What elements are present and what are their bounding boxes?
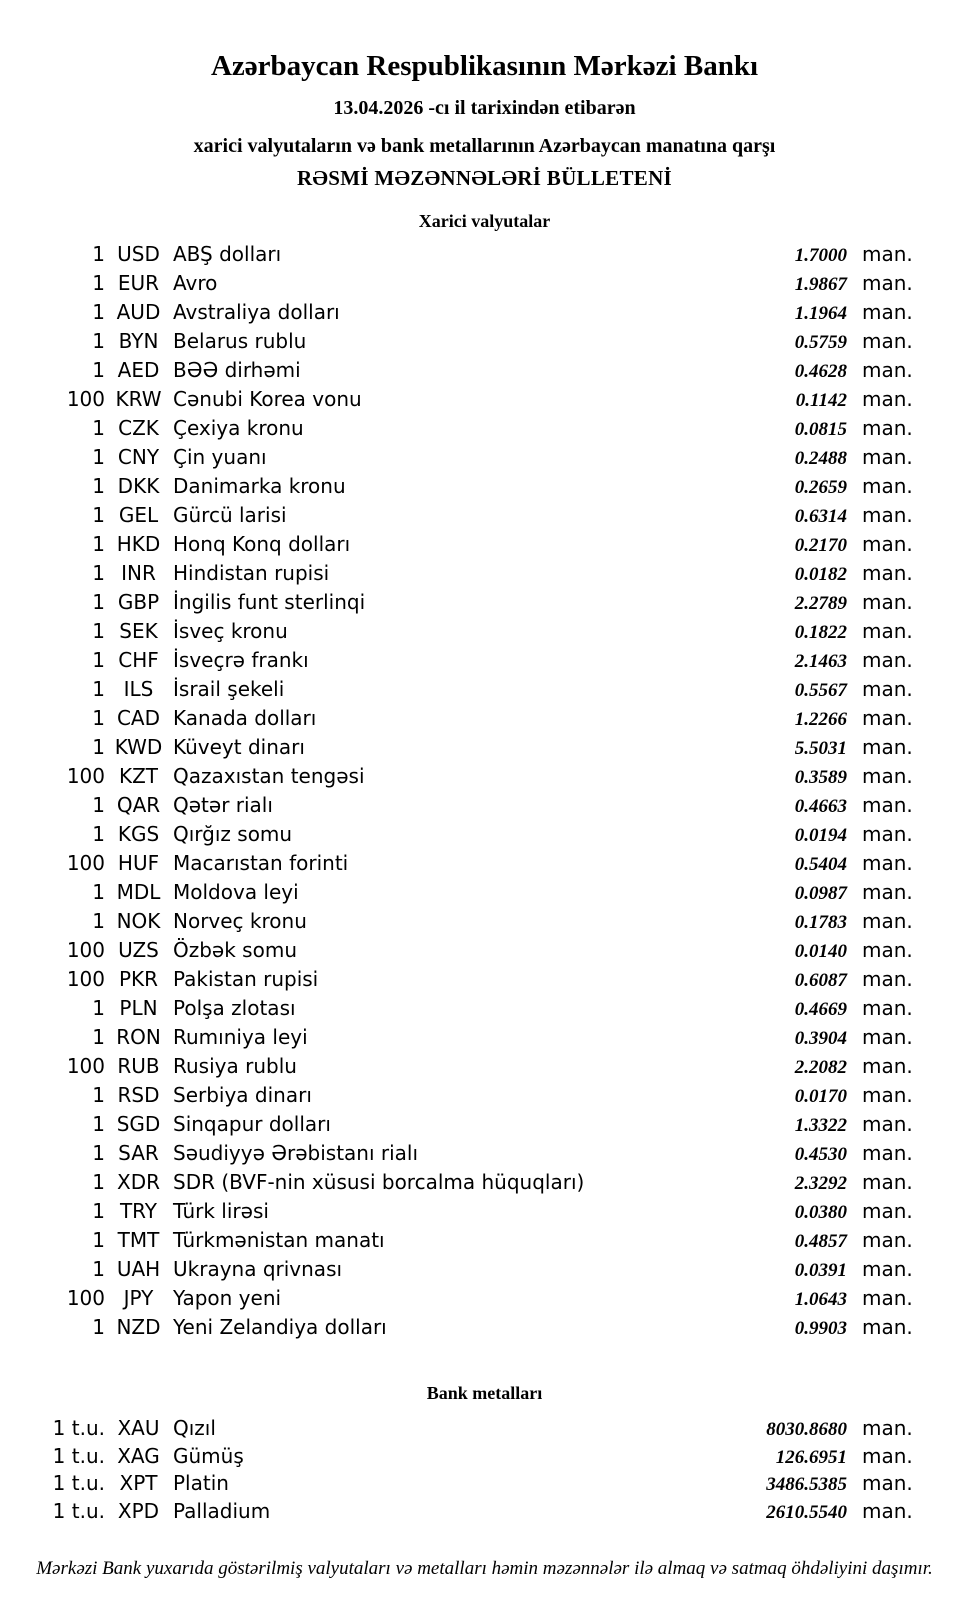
currency-unit-label: man. xyxy=(862,1112,913,1137)
currency-code: ILS xyxy=(123,677,154,702)
currency-name: İsveçrə frankı xyxy=(173,648,309,673)
currency-row xyxy=(0,501,969,530)
metal-unit-label: man. xyxy=(862,1416,913,1441)
currency-quantity: 1 xyxy=(92,532,105,557)
currency-code: TMT xyxy=(117,1228,160,1253)
metal-quantity: 1 t.u. xyxy=(52,1443,105,1468)
currency-rate: 0.4663 xyxy=(794,796,847,818)
currency-quantity: 1 xyxy=(92,1170,105,1195)
currency-rate: 0.2659 xyxy=(794,477,847,499)
currency-name: İsrail şekeli xyxy=(173,677,285,702)
currency-code: CAD xyxy=(116,706,161,731)
currency-row xyxy=(0,820,969,849)
metals-section-title: Bank metalları xyxy=(426,1383,543,1404)
currency-rate: 0.3589 xyxy=(794,767,847,789)
currency-name: Polşa zlotası xyxy=(173,996,296,1021)
currency-name: Danimarka kronu xyxy=(173,474,346,499)
currency-row xyxy=(0,907,969,936)
currency-unit-label: man. xyxy=(862,503,913,528)
currency-rate: 1.2266 xyxy=(794,709,847,731)
currency-name: Moldova leyi xyxy=(173,880,299,905)
currency-quantity: 1 xyxy=(92,706,105,731)
currency-quantity: 1 xyxy=(92,1141,105,1166)
currency-unit-label: man. xyxy=(862,474,913,499)
currency-code: SAR xyxy=(118,1141,159,1166)
currency-row xyxy=(0,1052,969,1081)
currency-rate: 1.7000 xyxy=(794,245,847,267)
currency-code: HKD xyxy=(116,532,161,557)
currency-unit-label: man. xyxy=(862,1025,913,1050)
currency-rate: 0.3904 xyxy=(794,1028,847,1050)
currency-code: UAH xyxy=(116,1257,161,1282)
currency-unit-label: man. xyxy=(862,387,913,412)
currency-code: XDR xyxy=(117,1170,160,1195)
metal-quantity: 1 t.u. xyxy=(52,1471,105,1496)
currency-quantity: 1 xyxy=(92,1257,105,1282)
currency-code: SEK xyxy=(119,619,158,644)
currency-quantity: 1 xyxy=(92,416,105,441)
currency-code: EUR xyxy=(117,271,160,296)
currency-rate: 0.6087 xyxy=(794,970,847,992)
currency-row xyxy=(0,356,969,385)
currency-row xyxy=(0,443,969,472)
currency-quantity: 100 xyxy=(66,967,105,992)
currency-code: DKK xyxy=(117,474,160,499)
currency-row xyxy=(0,936,969,965)
currency-row xyxy=(0,965,969,994)
currency-row xyxy=(0,878,969,907)
currency-quantity: 100 xyxy=(66,938,105,963)
currency-code: CNY xyxy=(117,445,160,470)
currency-rate: 0.0194 xyxy=(794,825,847,847)
currency-row xyxy=(0,530,969,559)
currency-code: BYN xyxy=(118,329,159,354)
currency-quantity: 1 xyxy=(92,1083,105,1108)
metal-name: Gümüş xyxy=(173,1443,244,1468)
currency-name: Cənubi Korea vonu xyxy=(173,387,362,412)
currency-code: INR xyxy=(121,561,156,586)
currency-row xyxy=(0,327,969,356)
currency-row xyxy=(0,588,969,617)
currency-unit-label: man. xyxy=(862,1083,913,1108)
currency-unit-label: man. xyxy=(862,793,913,818)
currency-code: RON xyxy=(116,1025,161,1050)
metal-row xyxy=(0,1443,969,1471)
metal-quantity: 1 t.u. xyxy=(52,1416,105,1441)
currency-name: Qazaxıstan tengəsi xyxy=(173,764,365,789)
currency-quantity: 1 xyxy=(92,242,105,267)
currency-code: RSD xyxy=(117,1083,160,1108)
currency-name: Norveç kronu xyxy=(173,909,307,934)
currency-unit-label: man. xyxy=(862,300,913,325)
currency-code: HUF xyxy=(117,851,160,876)
currency-rate: 2.2789 xyxy=(794,593,847,615)
currency-row xyxy=(0,791,969,820)
currency-row xyxy=(0,559,969,588)
currency-unit-label: man. xyxy=(862,938,913,963)
currency-rate: 2.2082 xyxy=(794,1057,847,1079)
currency-name: Özbək somu xyxy=(173,938,297,963)
currency-quantity: 1 xyxy=(92,880,105,905)
currency-code: AED xyxy=(117,358,160,383)
currency-quantity: 1 xyxy=(92,474,105,499)
currency-unit-label: man. xyxy=(862,1141,913,1166)
currency-row xyxy=(0,762,969,791)
currency-code: CHF xyxy=(118,648,159,673)
currency-rate: 0.0380 xyxy=(794,1202,847,1224)
currency-name: Çexiya kronu xyxy=(173,416,304,441)
currency-code: KWD xyxy=(114,735,163,760)
currency-code: PLN xyxy=(119,996,158,1021)
currency-name: Qətər rialı xyxy=(173,793,273,818)
currency-quantity: 1 xyxy=(92,445,105,470)
currency-unit-label: man. xyxy=(862,1054,913,1079)
currency-name: İngilis funt sterlinqi xyxy=(173,590,366,615)
currency-name: İsveç kronu xyxy=(173,619,288,644)
currency-quantity: 100 xyxy=(66,1286,105,1311)
metal-code: XPT xyxy=(119,1471,158,1496)
currency-row xyxy=(0,385,969,414)
currency-rate: 0.2170 xyxy=(794,535,847,557)
currency-rate: 0.4628 xyxy=(794,361,847,383)
currency-rate: 0.4669 xyxy=(794,999,847,1021)
currency-row xyxy=(0,1168,969,1197)
currency-quantity: 1 xyxy=(92,561,105,586)
currency-code: CZK xyxy=(118,416,159,441)
metal-name: Platin xyxy=(173,1471,229,1496)
currency-row xyxy=(0,704,969,733)
currency-rate: 0.4530 xyxy=(794,1144,847,1166)
currency-rate: 2.3292 xyxy=(794,1173,847,1195)
metal-row xyxy=(0,1470,969,1498)
currency-rate: 1.9867 xyxy=(794,274,847,296)
currency-unit-label: man. xyxy=(862,1228,913,1253)
currency-name: Avstraliya dolları xyxy=(173,300,340,325)
currency-row xyxy=(0,675,969,704)
currency-unit-label: man. xyxy=(862,648,913,673)
currency-rate: 5.5031 xyxy=(794,738,847,760)
currency-rate: 0.0391 xyxy=(794,1260,847,1282)
currency-row xyxy=(0,1284,969,1313)
currency-rate: 1.1964 xyxy=(794,303,847,325)
currency-code: RUB xyxy=(117,1054,160,1079)
metal-unit-label: man. xyxy=(862,1443,913,1468)
currency-quantity: 1 xyxy=(92,909,105,934)
currency-unit-label: man. xyxy=(862,1315,913,1340)
currency-code: KGS xyxy=(117,822,160,847)
metal-row xyxy=(0,1415,969,1443)
currency-code: QAR xyxy=(116,793,161,818)
currency-code: USD xyxy=(117,242,160,267)
currency-rate: 0.0987 xyxy=(794,883,847,905)
currency-name: Kanada dolları xyxy=(173,706,317,731)
currency-name: Ukrayna qrivnası xyxy=(173,1257,343,1282)
currencies-section-title: Xarici valyutalar xyxy=(418,211,551,232)
bulletin-subtitle: xarici valyutaların və bank metallarının Azərbaycan manatına qarşı xyxy=(193,135,776,158)
currency-name: Macarıstan forinti xyxy=(173,851,349,876)
currency-quantity: 1 xyxy=(92,648,105,673)
metal-rate: 8030.8680 xyxy=(766,1419,847,1441)
footer-note: Mərkəzi Bank yuxarıda göstərilmiş valyutaları və metalları həmin məzənnələr ilə almaq və satmaq öhdəliyini daşımır. xyxy=(36,1558,933,1580)
currency-unit-label: man. xyxy=(862,677,913,702)
currency-rate: 0.5567 xyxy=(794,680,847,702)
currency-unit-label: man. xyxy=(862,619,913,644)
metal-rate: 3486.5385 xyxy=(766,1474,847,1496)
currency-row xyxy=(0,1255,969,1284)
currency-quantity: 1 xyxy=(92,735,105,760)
currency-quantity: 1 xyxy=(92,271,105,296)
currency-name: Yeni Zelandiya dolları xyxy=(173,1315,387,1340)
currency-rate: 0.0182 xyxy=(794,564,847,586)
currency-quantity: 100 xyxy=(66,1054,105,1079)
currency-unit-label: man. xyxy=(862,271,913,296)
currency-rate: 0.0815 xyxy=(794,419,847,441)
currency-rate: 0.1783 xyxy=(794,912,847,934)
currency-name: SDR (BVF-nin xüsusi borcalma hüquqları) xyxy=(173,1170,585,1195)
currency-unit-label: man. xyxy=(862,445,913,470)
currency-rate: 0.4857 xyxy=(794,1231,847,1253)
currency-unit-label: man. xyxy=(862,1170,913,1195)
currency-code: NZD xyxy=(116,1315,161,1340)
metal-rate: 126.6951 xyxy=(775,1446,847,1468)
currency-name: Serbiya dinarı xyxy=(173,1083,312,1108)
metal-quantity: 1 t.u. xyxy=(52,1498,105,1523)
currency-unit-label: man. xyxy=(862,329,913,354)
currency-unit-label: man. xyxy=(862,851,913,876)
currency-quantity: 1 xyxy=(92,619,105,644)
currency-unit-label: man. xyxy=(862,1199,913,1224)
currency-name: Qırğız somu xyxy=(173,822,293,847)
currency-quantity: 1 xyxy=(92,358,105,383)
currency-unit-label: man. xyxy=(862,764,913,789)
currency-rate: 0.5404 xyxy=(794,854,847,876)
currency-name: Gürcü larisi xyxy=(173,503,287,528)
currency-rate: 0.5759 xyxy=(794,332,847,354)
currency-unit-label: man. xyxy=(862,532,913,557)
currency-name: Rumıniya leyi xyxy=(173,1025,308,1050)
currency-quantity: 1 xyxy=(92,503,105,528)
currency-unit-label: man. xyxy=(862,1257,913,1282)
metal-rate: 2610.5540 xyxy=(766,1501,847,1523)
currency-row xyxy=(0,1110,969,1139)
currency-quantity: 100 xyxy=(66,387,105,412)
metal-row xyxy=(0,1498,969,1526)
currency-row xyxy=(0,617,969,646)
currency-name: Türkmənistan manatı xyxy=(173,1228,385,1253)
currency-row xyxy=(0,1139,969,1168)
currency-rate: 1.0643 xyxy=(794,1289,847,1311)
currency-name: ABŞ dolları xyxy=(173,242,282,267)
currency-name: Türk lirəsi xyxy=(173,1199,269,1224)
currency-row xyxy=(0,1023,969,1052)
currency-code: GBP xyxy=(117,590,160,615)
currency-unit-label: man. xyxy=(862,967,913,992)
currency-row xyxy=(0,298,969,327)
currency-row xyxy=(0,1197,969,1226)
currency-name: Sinqapur dolları xyxy=(173,1112,331,1137)
currency-name: Rusiya rublu xyxy=(173,1054,297,1079)
currency-row xyxy=(0,733,969,762)
currency-unit-label: man. xyxy=(862,1286,913,1311)
currency-name: Səudiyyə Ərəbistanı rialı xyxy=(173,1141,419,1166)
currency-name: Küveyt dinarı xyxy=(173,735,305,760)
currency-code: MDL xyxy=(116,880,161,905)
currency-unit-label: man. xyxy=(862,706,913,731)
currency-unit-label: man. xyxy=(862,416,913,441)
metal-unit-label: man. xyxy=(862,1471,913,1496)
currency-rate: 0.6314 xyxy=(794,506,847,528)
currency-rate: 0.9903 xyxy=(794,1318,847,1340)
currency-rate: 0.1822 xyxy=(794,622,847,644)
bulletin-header xyxy=(0,0,969,191)
currency-rate: 0.2488 xyxy=(794,448,847,470)
currency-unit-label: man. xyxy=(862,822,913,847)
currency-name: Hindistan rupisi xyxy=(173,561,330,586)
currency-code: KZT xyxy=(118,764,159,789)
currency-unit-label: man. xyxy=(862,590,913,615)
currency-quantity: 1 xyxy=(92,1315,105,1340)
metal-name: Qızıl xyxy=(173,1416,216,1441)
effective-date: 13.04.2026 -cı il tarixindən etibarən xyxy=(333,97,636,120)
currency-rate: 0.0170 xyxy=(794,1086,847,1108)
currency-code: SGD xyxy=(116,1112,161,1137)
currency-quantity: 1 xyxy=(92,1112,105,1137)
currency-row xyxy=(0,849,969,878)
currency-quantity: 1 xyxy=(92,677,105,702)
currency-code: KRW xyxy=(115,387,162,412)
currency-rate: 0.1142 xyxy=(795,390,847,412)
currency-name: Yapon yeni xyxy=(173,1286,282,1311)
currency-rate: 2.1463 xyxy=(794,651,847,673)
metal-code: XPD xyxy=(117,1498,160,1523)
currency-name: Çin yuanı xyxy=(173,445,267,470)
currency-code: TRY xyxy=(119,1199,158,1224)
currency-quantity: 1 xyxy=(92,590,105,615)
currency-row xyxy=(0,269,969,298)
currency-row xyxy=(0,1226,969,1255)
currency-quantity: 1 xyxy=(92,1199,105,1224)
currency-quantity: 1 xyxy=(92,1025,105,1050)
currency-quantity: 1 xyxy=(92,1228,105,1253)
currency-rate: 0.0140 xyxy=(794,941,847,963)
currency-unit-label: man. xyxy=(862,909,913,934)
currency-quantity: 1 xyxy=(92,822,105,847)
currency-rate: 1.3322 xyxy=(794,1115,847,1137)
currency-unit-label: man. xyxy=(862,996,913,1021)
currency-code: PKR xyxy=(118,967,159,992)
currency-unit-label: man. xyxy=(862,561,913,586)
currency-quantity: 1 xyxy=(92,996,105,1021)
bulletin-title: RƏSMİ MƏZƏNNƏLƏRİ BÜLLETENİ xyxy=(296,166,673,191)
metal-code: XAG xyxy=(117,1443,160,1468)
currency-row xyxy=(0,994,969,1023)
currency-name: Honq Konq dolları xyxy=(173,532,351,557)
bank-title: Azərbaycan Respublikasının Mərkəzi Bankı xyxy=(210,50,759,82)
currency-unit-label: man. xyxy=(862,735,913,760)
metals-list xyxy=(0,1415,969,1525)
currency-unit-label: man. xyxy=(862,358,913,383)
currency-unit-label: man. xyxy=(862,242,913,267)
currency-unit-label: man. xyxy=(862,880,913,905)
currency-quantity: 1 xyxy=(92,793,105,818)
currencies-list xyxy=(0,240,969,1342)
currency-name: Pakistan rupisi xyxy=(173,967,319,992)
currency-name: Belarus rublu xyxy=(173,329,307,354)
currency-name: BƏƏ dirhəmi xyxy=(173,358,301,383)
currency-code: GEL xyxy=(118,503,159,528)
currency-row xyxy=(0,1313,969,1342)
currency-row xyxy=(0,240,969,269)
currency-row xyxy=(0,414,969,443)
currency-code: JPY xyxy=(123,1286,154,1311)
currency-row xyxy=(0,1081,969,1110)
metal-code: XAU xyxy=(117,1416,160,1441)
currency-quantity: 1 xyxy=(92,329,105,354)
currency-code: NOK xyxy=(116,909,161,934)
currency-code: AUD xyxy=(116,300,161,325)
currency-quantity: 100 xyxy=(66,764,105,789)
currency-code: UZS xyxy=(118,938,159,963)
currency-name: Avro xyxy=(173,271,218,296)
currency-row xyxy=(0,472,969,501)
currency-quantity: 1 xyxy=(92,300,105,325)
metal-name: Palladium xyxy=(173,1498,271,1523)
currency-row xyxy=(0,646,969,675)
metal-unit-label: man. xyxy=(862,1498,913,1523)
currency-quantity: 100 xyxy=(66,851,105,876)
